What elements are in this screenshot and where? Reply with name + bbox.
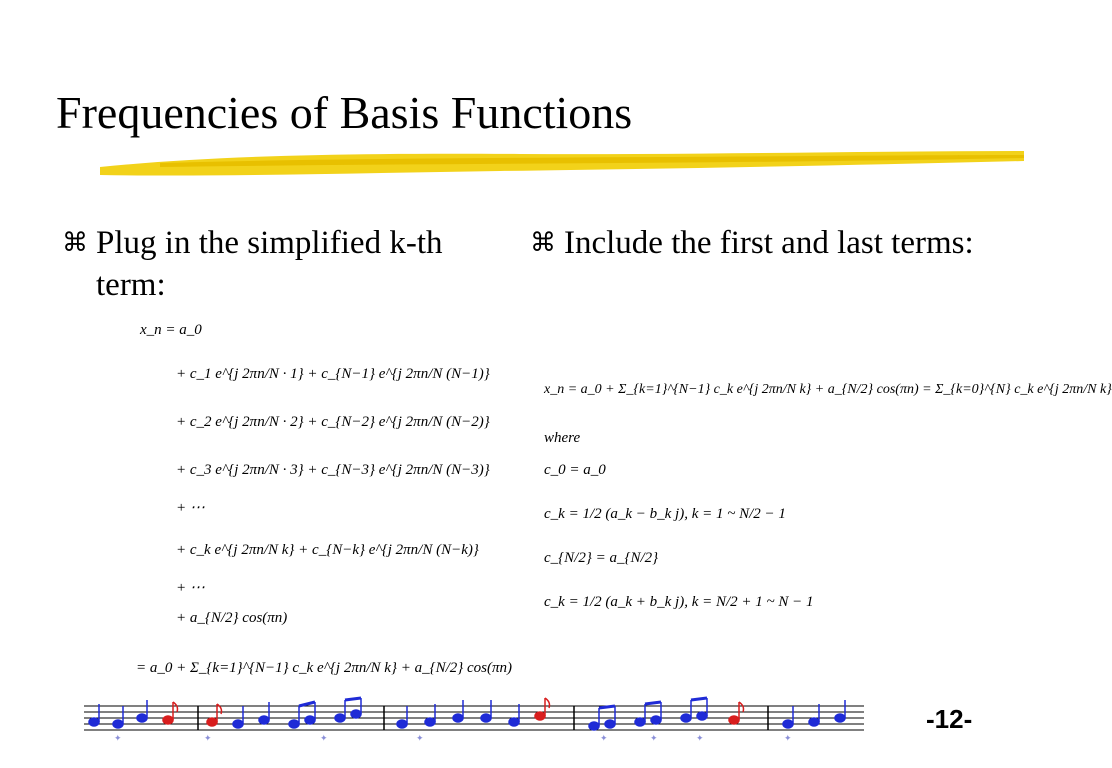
right-eq-5: c_k = 1/2 (a_k + b_k j), k = N/2 + 1 ~ N − 1 bbox=[544, 594, 814, 610]
right-eq-4: c_{N/2} = a_{N/2} bbox=[544, 550, 659, 566]
svg-text:✦: ✦ bbox=[696, 734, 704, 744]
left-eq-6: + ⋯ bbox=[176, 580, 205, 596]
command-key-icon: ⌘ bbox=[530, 228, 556, 258]
page-number: -12- bbox=[926, 704, 973, 734]
left-eq-0: x_n = a_0 bbox=[140, 322, 202, 338]
music-staff-footer bbox=[84, 696, 864, 742]
svg-text:✦: ✦ bbox=[204, 734, 212, 744]
title-underline-brushstroke bbox=[100, 145, 1024, 185]
svg-text:✦: ✦ bbox=[784, 734, 792, 744]
slide-title: Frequencies of Basis Functions bbox=[56, 87, 633, 138]
left-eq-3: + c_3 e^{j 2πn/N · 3} + c_{N−3} e^{j 2πn/N (N−3)} bbox=[176, 462, 490, 478]
svg-text:✦: ✦ bbox=[650, 734, 658, 744]
left-eq-5: + c_k e^{j 2πn/N k} + c_{N−k} e^{j 2πn/N (N−k)} bbox=[176, 542, 479, 558]
left-eq-7: + a_{N/2} cos(πn) bbox=[176, 610, 288, 626]
left-eq-2: + c_2 e^{j 2πn/N · 2} + c_{N−2} e^{j 2πn/N (N−2)} bbox=[176, 414, 490, 430]
right-bullet bbox=[530, 222, 980, 264]
left-eq-4: + ⋯ bbox=[176, 500, 205, 516]
svg-text:✦: ✦ bbox=[114, 734, 122, 744]
command-key-icon: ⌘ bbox=[62, 228, 88, 258]
right-eq-2: c_0 = a_0 bbox=[544, 462, 606, 478]
right-eq-0: x_n = a_0 + Σ_{k=1}^{N−1} c_k e^{j 2πn/N k} + a_{N/2} cos(πn) = Σ_{k=0}^{N} c_k e^{j 2πn/N k} bbox=[544, 382, 1112, 397]
svg-text:✦: ✦ bbox=[600, 734, 608, 744]
right-eq-3: c_k = 1/2 (a_k − b_k j), k = 1 ~ N/2 − 1 bbox=[544, 506, 786, 522]
left-eq-1: + c_1 e^{j 2πn/N · 1} + c_{N−1} e^{j 2πn/N (N−1)} bbox=[176, 366, 490, 382]
left-eq-8: = a_0 + Σ_{k=1}^{N−1} c_k e^{j 2πn/N k} + a_{N/2} cos(πn) bbox=[136, 660, 512, 676]
right-bullet-text: Include the first and last terms: bbox=[564, 225, 974, 261]
right-eq-1: where bbox=[544, 430, 581, 446]
svg-text:✦: ✦ bbox=[416, 734, 424, 744]
left-bullet-text: Plug in the simplified k-th term: bbox=[96, 225, 443, 303]
left-bullet bbox=[62, 222, 512, 306]
svg-text:✦: ✦ bbox=[320, 734, 328, 744]
